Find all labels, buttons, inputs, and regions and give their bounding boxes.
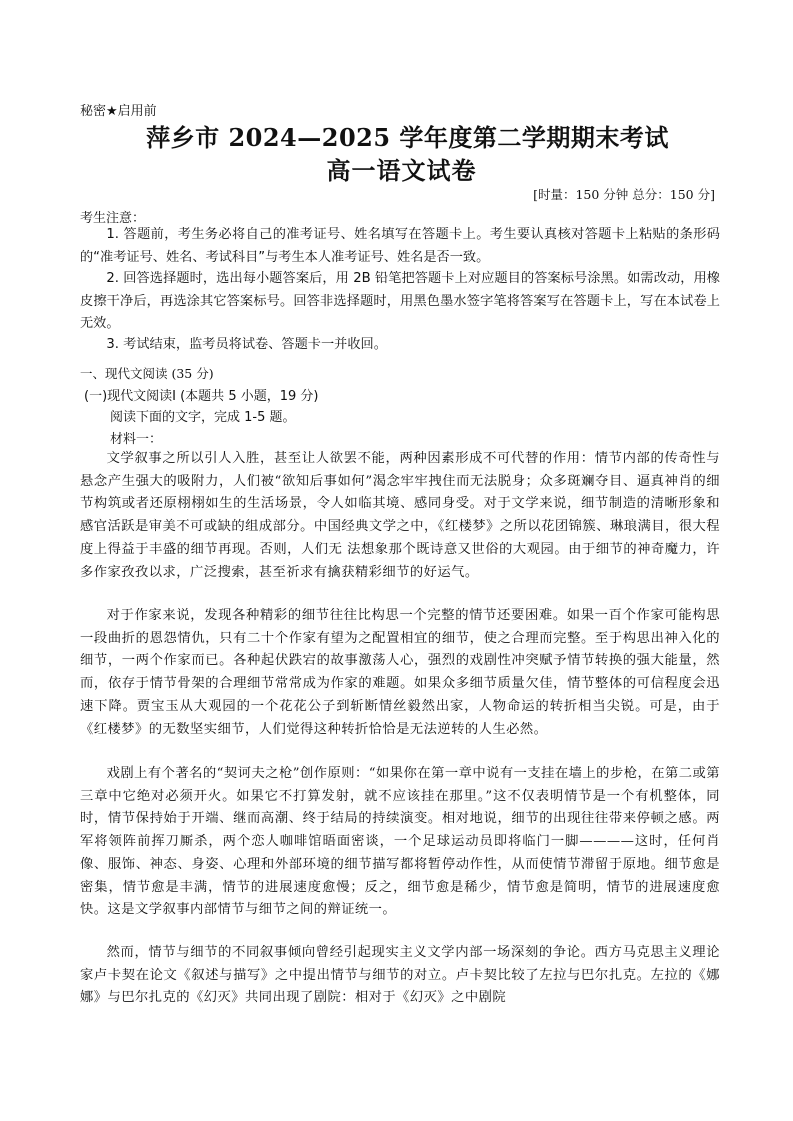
passage-paragraph-2: 对于作家来说，发现各种精彩的细节往往比构思一个完整的情节还要困难。如果一百个作家可能构思一段曲折的恩怨情仇，只有二十个作家有望为之配置相宜的细节，使之合理而完整。至于构思出神入化的细节，一两个作家而已。各种起伏跌宕的故事激荡人心，强烈的戏剧性冲突赋予情节转换的强大能量，然而，依存于情节骨架的合理细节常常成为作家的难题。如果众多细节质量欠佳，情节整体的可信程度会迅速下降。贾宝玉从大观园的一个花花公子到斩断情丝毅然出家，人物命运的转折相当尖锐。可是，由于《红楼梦》的无数坚实细节，人们觉得这种转折恰恰是无法逆转的人生必然。 <box>80 608 720 737</box>
exam-subtitle: 高一语文试卷 <box>326 156 477 185</box>
notice-item-1: 1. 答题前，考生务必将自己的准考证号、姓名填写在答题卡上。考生要认真核对答题卡上粘贴的条形码的“准考证号、姓名、考试科目”与考生本人准考证号、姓名是否一致。 <box>80 227 720 265</box>
notice-item-3: 3. 考试结束，监考员将试卷、答题卡一并收回。 <box>106 337 387 352</box>
section-heading: 一、现代文阅读 (35 分) <box>80 366 214 381</box>
notice-heading: 考生注意： <box>80 211 146 226</box>
material-label: 材料一： <box>110 432 163 447</box>
reading-instruction: 阅读下面的文字，完成 1-5 题。 <box>110 410 296 425</box>
time-and-score-info: [时量：150 分钟 总分：150 分] <box>533 187 715 202</box>
passage-paragraph-1: 文学叙事之所以引人入胜，甚至让人欲罢不能，两种因素形成不可代替的作用：情节内部的传奇性与悬念产生强大的吸附力，人们被“欲知后事如何”渴念牢牢拽住而无法脱身；众多斑斓夺目、逼真神肖的细节构筑或者还原栩栩如生的生活场景，令人如临其境、感同身受。对于文学来说，细节制造的清晰形象和感官活跃是审美不可或缺的组成部分。中国经典文学之中，《红楼梦》之所以花团锦簇、琳琅满目，很大程度上得益于丰盛的细节再现。否则，人们无 法想象那个既诗意又世俗的大观园。由于细节的神奇魔力，许多作家孜孜以求，广泛搜索，甚至祈求有擒获精彩细节的好运气。 <box>80 451 720 580</box>
confidential-mark: 秘密★启用前 <box>80 104 157 119</box>
exam-title: 萍乡市 2024—2025 学年度第二学期期末考试 <box>146 123 669 152</box>
notice-item-2: 2. 回答选择题时，选出每小题答案后，用 2B 铅笔把答题卡上对应题目的答案标号涂黑。如需改动，用橡皮擦干净后，再选涂其它答案标号。回答非选择题时，用黑色墨水签字笔将答案写在答题卡上，写在本试卷上无效。 <box>80 271 720 331</box>
passage-paragraph-4: 然而，情节与细节的不同叙事倾向曾经引起现实主义文学内部一场深刻的争论。西方马克思主义理论家卢卡契在论文《叙述与描写》之中提出情节与细节的对立。卢卡契比较了左拉与巴尔扎克。左拉的《娜娜》与巴尔扎克的《幻灭》共同出现了剧院：相对于《幻灭》之中剧院 <box>80 945 720 1006</box>
passage-paragraph-3: 戏剧上有个著名的“契诃夫之枪”创作原则：“如果你在第一章中说有一支挂在墙上的步枪，在第二或第三章中它绝对必须开火。如果它不打算发射，就不应该挂在那里。”这不仅表明情节是一个有机整体，同时，情节保持始于开端、继而高潮、终于结局的持续演变。相对地说，细节的出现往往带来停顿之感。两军将领阵前挥刀厮杀，两个恋人咖啡馆晤面密谈，一个足球运动员即将临门一脚————这时，任何肖像、服饰、神态、身姿、心理和外部环境的细节描写都将暂停动作性，从而使情节滞留于原地。细节愈是密集，情节愈是丰满，情节的进展速度愈慢；反之，细节愈是稀少，情节愈是简明，情节的进展速度愈快。这是文学叙事内部情节与细节之间的辩证统一。 <box>80 766 720 918</box>
subsection-heading: (一)现代文阅读Ⅰ (本题共 5 小题，19 分) <box>84 389 319 404</box>
